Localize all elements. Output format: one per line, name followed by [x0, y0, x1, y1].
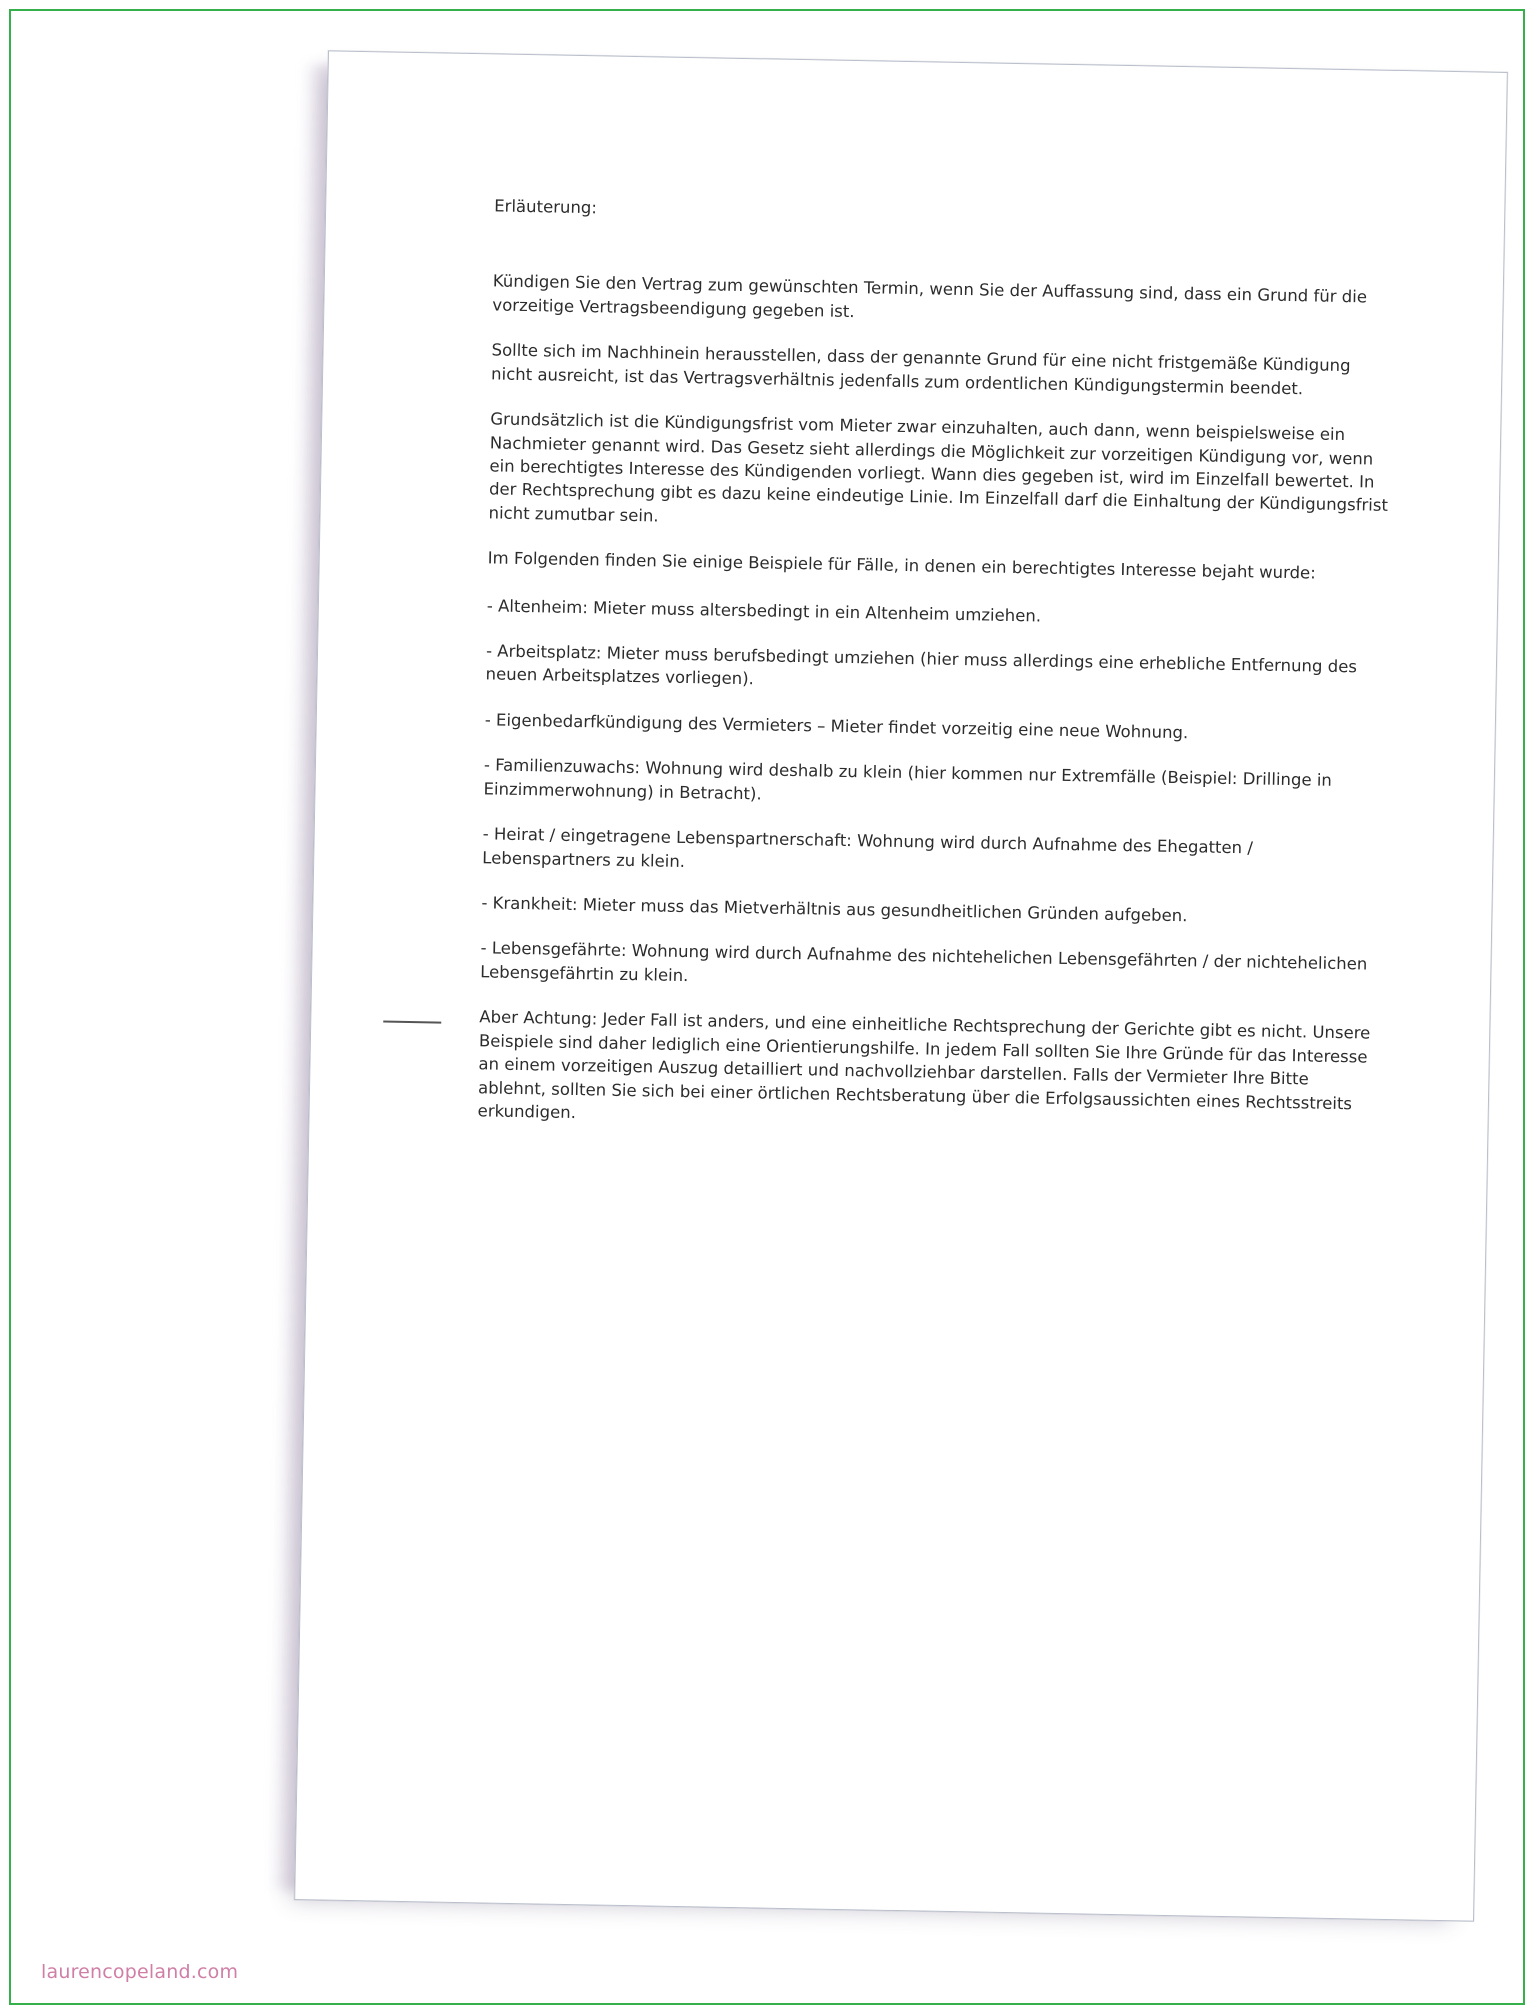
- document-text-body: [477, 194, 1394, 1161]
- example-item-altenheim: - Altenheim: Mieter muss altersbedingt in ein Altenheim umziehen.: [486, 595, 1042, 626]
- document-heading: Erläuterung:: [494, 196, 598, 218]
- paragraph-kuendigen: Kündigen Sie den Vertrag zum gewünschten Termin, wenn Sie der Auffassung sind, dass ein Grund für die vorzeitige Vertragsbeendigung gegeben ist.: [492, 271, 1368, 321]
- document-sheet: [294, 50, 1508, 1921]
- paragraph-kuendigungsfrist: Grundsätzlich ist die Kündigungsfrist vom Mieter zwar einzuhalten, auch dann, wenn beispielsweise ein Nachmieter genannt wird. Das Gesetz sieht allerdings die Möglichkeit zur vorzeitigen Kündigung vor, wenn ein berechtigtes Interesse des Kündigenden vorliegt. Wann dies gegeben ist, wird im Einzelfall bewertet. In der Rechtsprechung gibt es dazu keine eindeutige Linie. Im Einzelfall darf die Einhaltung der Kündigungsfrist nicht zumutbar sein.: [488, 409, 1389, 526]
- example-item-arbeitsplatz: - Arbeitsplatz: Mieter muss berufsbedingt umziehen (hier muss allerdings eine erhebliche Entfernung des neuen Arbeitsplatzes vorliegen).: [485, 641, 1358, 689]
- document-sheet-wrapper: [294, 50, 1508, 1921]
- outer-green-frame: [9, 9, 1525, 2005]
- example-item-krankheit: - Krankheit: Mieter muss das Mietverhältnis aus gesundheitlichen Gründen aufgeben.: [481, 893, 1188, 926]
- example-item-heirat: - Heirat / eingetragene Lebenspartnerschaft: Wohnung wird durch Aufnahme des Ehegatten / Lebenspartners zu klein.: [482, 824, 1254, 871]
- example-item-lebensgefaehrte: - Lebensgefährte: Wohnung wird durch Aufnahme des nichtehelichen Lebensgefährten / der nichtehelichen Lebensgefährtin zu klein.: [480, 938, 1368, 985]
- margin-pen-mark: [383, 1021, 441, 1024]
- paragraph-beispiele-intro: Im Folgenden finden Sie einige Beispiele für Fälle, in denen ein berechtigtes Interesse bejaht wurde:: [487, 548, 1316, 583]
- example-item-eigenbedarf: - Eigenbedarfkündigung des Vermieters – Mieter findet vorzeitig eine neue Wohnung.: [484, 710, 1189, 743]
- paragraph-nachhinein: Sollte sich im Nachhinein herausstellen, dass der genannte Grund für eine nicht fristgemäße Kündigung nicht ausreicht, ist das Vertragsverhältnis jedenfalls zum ordentlichen Kündigungstermin beendet.: [490, 340, 1351, 398]
- watermark-text: laurencopeland.com: [41, 1961, 239, 1983]
- example-item-familienzuwachs: - Familienzuwachs: Wohnung wird deshalb zu klein (hier kommen nur Extremfälle (Beispiel: Drillinge in Einzimmerwohnung) in Betracht).: [483, 755, 1333, 804]
- paragraph-closing-note: Aber Achtung: Jeder Fall ist anders, und eine einheitliche Rechtsprechung der Gerichte gibt es nicht. Unsere Beispiele sind daher lediglich eine Orientierungshilfe. In jedem Fall sollten Sie Ihre Gründe für das Interesse an einem vorzeitigen Auszug detailliert und nachvollziehbar darstellen. Falls der Vermieter Ihre Bitte ablehnt, sollten Sie sich bei einer örtlichen Rechtsberatung über die Erfolgsaussichten eines Rechtsstreits erkundigen.: [477, 1007, 1371, 1123]
